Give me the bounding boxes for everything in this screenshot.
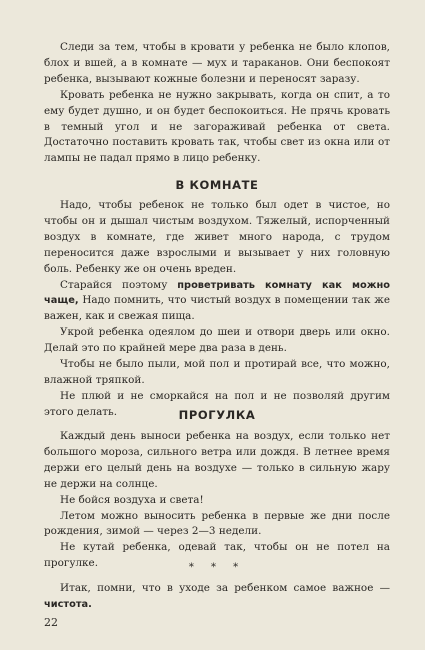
section-walk-text xyxy=(44,429,390,572)
conclusion-text xyxy=(44,581,390,613)
paragraph-dust: Чтобы не было пыли, мой пол и протирай все, что можно, влажной тряпкой. xyxy=(44,358,390,386)
paragraph-air-light: Не бойся воздуха и света! xyxy=(60,493,204,506)
page-number: 22 xyxy=(44,616,58,629)
heading-walk: ПРОГУЛКА xyxy=(178,408,256,422)
heading-room: В КОМНАТЕ xyxy=(175,178,259,192)
conclusion-emphasis: чистота. xyxy=(44,598,92,610)
paragraph-newborn: Летом можно выносить ребенка в первые же дни после рождения, зимой — через 2—3 недели. xyxy=(44,509,390,538)
paragraph-spitting: Не плюй и не сморкайся на пол и не позволяй другим этого делать. xyxy=(44,389,390,418)
conclusion-text-start: Итак, помни, что в уходе за ребенком самое важное — xyxy=(60,582,390,594)
paragraph-conclusion xyxy=(44,581,390,613)
ventilate-text-end: Надо помнить, что чистый воздух в помещении так же важен, как и свежая пища. xyxy=(44,294,390,323)
section-separator: * * * xyxy=(188,562,246,573)
paragraph-daily-walk: Каждый день выноси ребенка на воздух, если только нет большого мороза, сильного ветра или дождя. В летнее время держи его целый день на воздухе — только в сильную жару не держи на солнце. xyxy=(44,430,390,490)
ventilate-emphasis: проветривать комнату как можно чаще, xyxy=(44,279,390,307)
paragraph-open-window: Укрой ребенка одеялом до шеи и отвори дверь или окно. Делай это по крайней мере два раза в день. xyxy=(44,326,390,355)
paragraph-clean-air: Надо, чтобы ребенок не только был одет в чистое, но чтобы он и дышал чистым воздухом. Тяжелый, испорченный воздух в комнате, где живет много народа, с трудом переносится даже взрослыми и вызывает у них головную боль. Ребенку же он очень вреден. xyxy=(44,199,390,275)
paragraph-clothing: Не кутай ребенка, одевай так, чтобы он не потел на прогулке. xyxy=(44,541,390,570)
intro-text xyxy=(44,40,390,167)
ventilate-text-start: Старайся поэтому xyxy=(60,278,178,291)
paragraph-ventilate xyxy=(44,278,390,326)
paragraph-pests: Следи за тем, чтобы в кровати у ребенка не было клопов, блох и вшей, а в комнате — мух и тараканов. Они беспокоят ребенка, вызывают кожные болезни и переносят заразу. xyxy=(44,41,390,85)
paragraph-bed: Кровать ребенка не нужно закрывать, когда он спит, а то ему будет душно, и он будет беспокоиться. Не прячь кровать в темный угол и не загораживай ребенка от света. Достаточно поставить кровать так, чтобы свет из окна или от лампы не падал прямо в лицо ребенку. xyxy=(44,88,390,165)
section-room-text xyxy=(44,198,390,421)
